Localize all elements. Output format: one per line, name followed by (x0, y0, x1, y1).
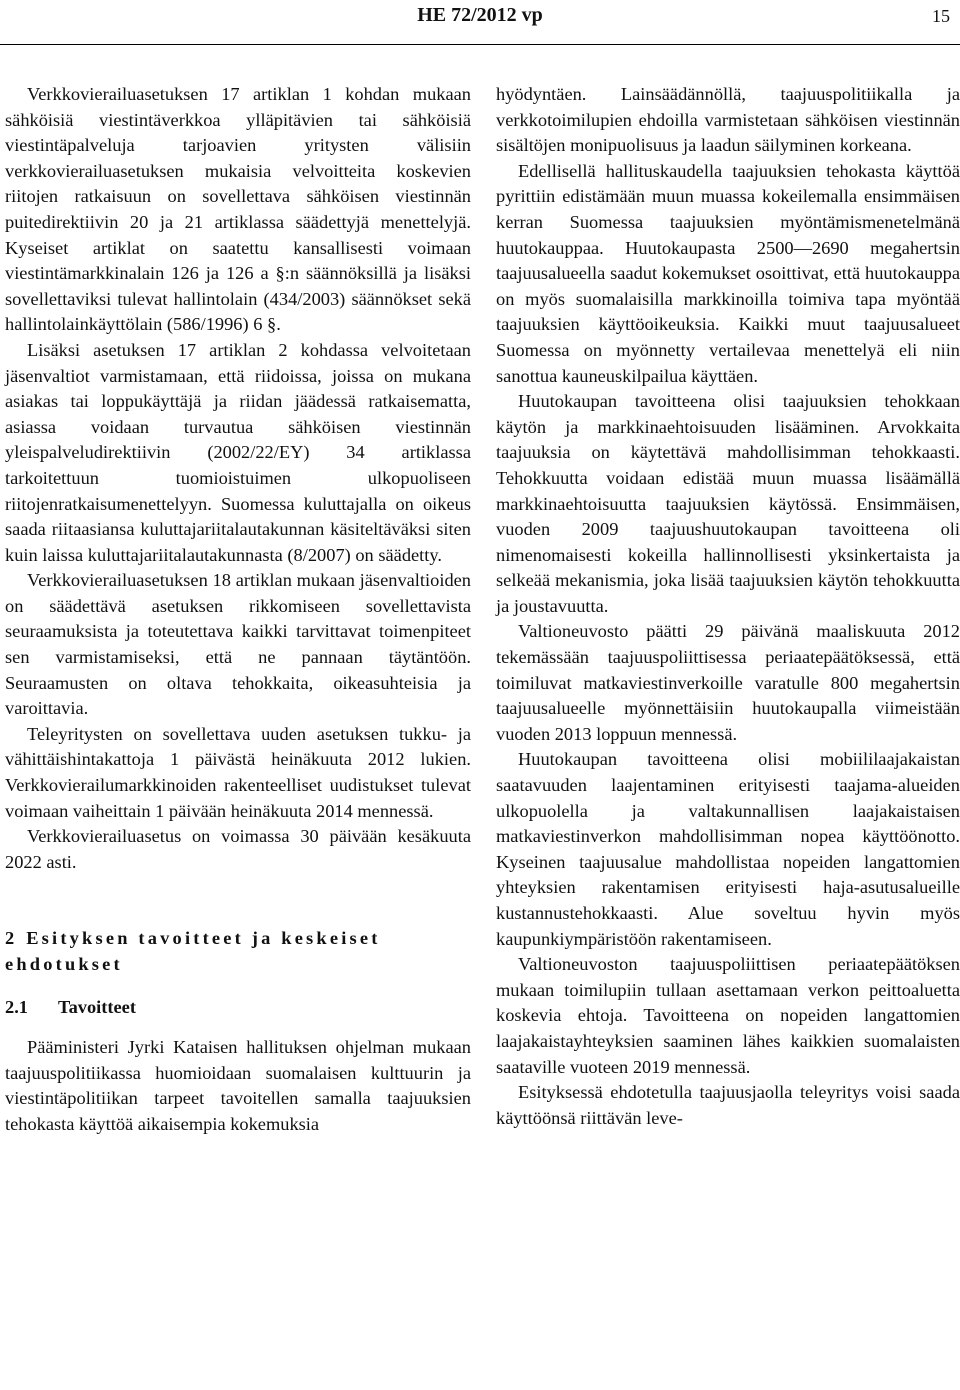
left-column (5, 82, 471, 1137)
page-number: 15 (932, 6, 950, 26)
paragraph: hyödyntäen. Lainsäädännöllä, taajuuspolitiikalla ja verkkotoimilupien ehdoilla varmistetaan sähköisen viestinnän sisältöjen monipuolisuus ja laadun säilyminen korkeana. (496, 84, 960, 156)
subsection-number: 2.1 (5, 997, 28, 1018)
document-id: HE 72/2012 vp (417, 4, 543, 26)
section-title: Esityksen tavoitteet ja keskeiset ehdotukset (5, 928, 381, 975)
section-number: 2 (5, 928, 15, 949)
paragraph: Esityksessä ehdotetulla taajuusjaolla teleyritys voisi saada käyttöönsä riittävän leve- (496, 1082, 960, 1128)
paragraph: Huutokaupan tavoitteena olisi mobiililaajakaistan saatavuuden laajentaminen erityisesti taajama-alueiden ulkopuolella ja valtakunnallisen laajakaistaisen matkaviestinverkon mahdollisimman nopea käyttöönotto. Kyseinen taajuusalue mahdollistaa nopeiden langattomien yhteyksien rakentamisen erityisesti haja-asutusalueille kustannustehokkaasti. Alue soveltuu hyvin myös kaupunkiympäristöön rakentamiseen. (496, 749, 960, 949)
subsection-title: Tavoitteet (58, 997, 136, 1018)
paragraph: Valtioneuvosto päätti 29 päivänä maaliskuuta 2012 tekemässään taajuuspoliittisessa periaatepäätöksessä, että toimiluvat matkaviestinverkoille varatulle 800 megahertsin taajuusalueelle myönnettäisiin huutokaupalla viimeistään vuoden 2013 loppuun mennessä. (496, 621, 960, 744)
header-divider (0, 44, 960, 45)
right-column (496, 82, 960, 1131)
subsection-heading (5, 995, 471, 1021)
section-heading (5, 925, 471, 977)
paragraph: Teleyritysten on sovellettava uuden asetuksen tukku- ja vähittäishintakattoja 1 päivästä heinäkuuta 2012 lukien. Verkkovierailumarkkinoiden rakenteelliset uudistukset tulevat voimaan vaiheittain 1 päivään heinäkuuta 2014 mennessä. (5, 723, 471, 821)
paragraph: Verkkovierailuasetus on voimassa 30 päivään kesäkuuta 2022 asti. (5, 826, 471, 872)
paragraph: Huutokaupan tavoitteena olisi taajuuksien tehokkaan käytön ja markkinaehtoisuuden lisääminen. Arvokkaita taajuuksia on käytettävä mahdollisimman tehokkaasti. Tehokkuutta voidaan edistää muun muassa lisäämällä markkinaehtoisuutta taajuuksien käytössä. Ensimmäisen, vuoden 2009 taajuushuutokaupan tavoitteena oli nimenomaisesti kokeilla hallinnollisesti yksinkertaista ja selkeää mekanismia, joka lisää taajuuksien käytön tehokkuutta ja joustavuutta. (496, 391, 960, 616)
paragraph: Edellisellä hallituskaudella taajuuksien tehokasta käyttöä pyrittiin edistämään muun muassa kokeilemalla ensimmäisen kerran Suomessa taajuuksien myöntämismenetelmänä huutokauppaa. Huutokaupasta 2500—2690 megahertsin taajuusalueella saadut kokemukset osoittivat, että huutokauppa on myös suomalaisilla markkinoilla toimiva tapa myöntää taajuuksien käyttöoikeuksia. Kaikki muut taajuusalueet Suomessa on myönnetty vertailevaa menettelyä eli niin sanottua kauneuskilpailua käyttäen. (496, 160, 960, 386)
paragraph: Valtioneuvoston taajuuspoliittisen periaatepäätöksen mukaan toimilupiin tullaan asettamaan verkon peittoaluetta koskevia ehtoja. Tavoitteena on nopeiden langattomien laajakaistayhteyksien saaminen lähes kaikkien suomalaisten saataville vuoteen 2019 mennessä. (496, 954, 960, 1077)
paragraph: Verkkovierailuasetuksen 18 artiklan mukaan jäsenvaltioiden on säädettävä asetuksen rikkomiseen sovellettavista seuraamuksista ja toteutettava kaikki tarvittavat toimenpiteet sen varmistamiseksi, että ne pannaan täytäntöön. Seuraamusten on oltava tehokkaita, oikeasuhteisia ja varoittavia. (5, 570, 471, 719)
paragraph: Pääministeri Jyrki Kataisen hallituksen ohjelman mukaan taajuuspolitiikassa huomioidaan suomalaisen kulttuurin ja viestintäpolitiikan tarpeet tavoitellen samalla taajuuksien tehokasta käyttöä aikaisempia kokemuksia (5, 1037, 471, 1134)
paragraph: Lisäksi asetuksen 17 artiklan 2 kohdassa velvoitetaan jäsenvaltiot varmistamaan, että riidoissa, joissa on mukana asiakas tai loppukäyttäjä ja riidan jäädessä ratkaisematta, asiassa voidaan turvautua sähköisen viestinnän yleispalveludirektiivin (2002/22/EY) 34 artiklassa tarkoitettuun tuomioistuimen ulkopuoliseen riitojenratkaisumenettelyyn. Suomessa kuluttajalla on oikeus saada riitaasiansa kuluttajariitalautakunnan käsiteltäväksi siten kuin laissa kuluttajariitalautakunnasta (8/2007) on säädetty. (5, 339, 471, 565)
paragraph: Verkkovierailuasetuksen 17 artiklan 1 kohdan mukaan sähköisiä viestintäverkkoa ylläpitävien tai sähköisiä viestintäpalveluja tarjoavien yritysten välisiin verkkovierailuasetuksen mukaisia velvoitteita koskevien riitojen ratkaisuun on sovellettava sähköisen viestinnän puitedirektiivin 20 ja 21 artiklassa säädettyjä menettelyjä. Kyseiset artiklat on saatettu kansallisesti voimaan viestintämarkkinalain 126 ja 126 a §:n säännöksillä ja lisäksi sovellettaviksi tulevat hallintolain (434/2003) säännökset sekä hallintolainkäyttölain (586/1996) 6 §. (5, 84, 471, 335)
